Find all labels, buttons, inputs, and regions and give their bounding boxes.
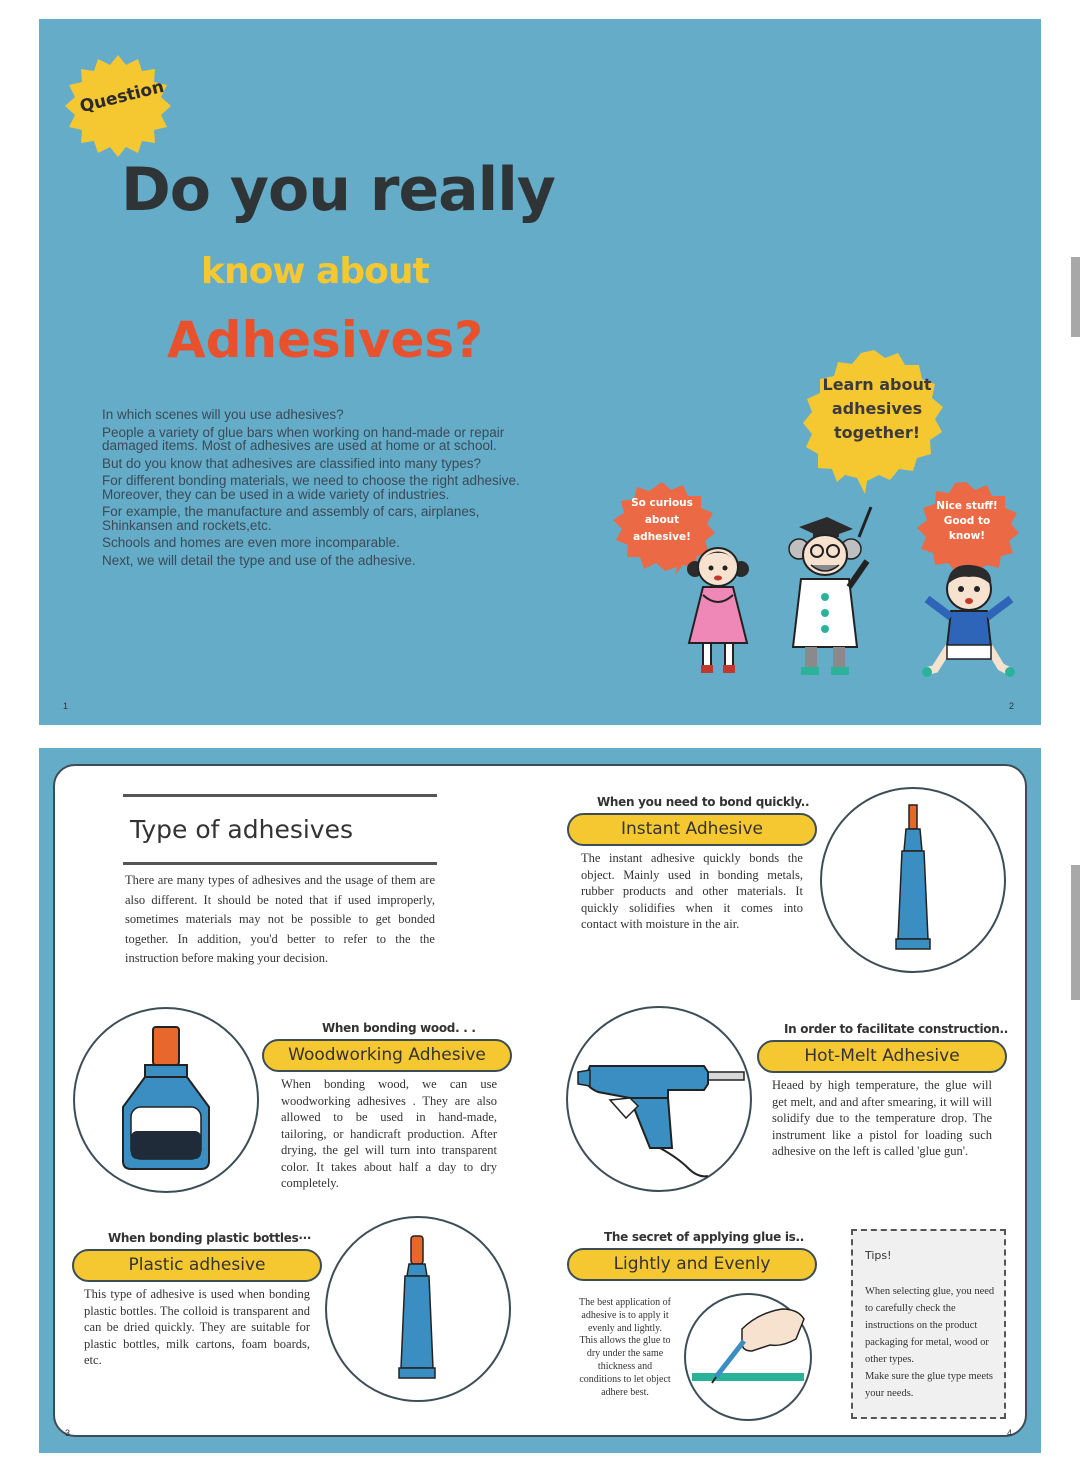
- bubble-line: Nice stuff!: [936, 500, 998, 512]
- edge-marker: [1071, 865, 1080, 1000]
- section-intro-text: There are many types of adhesives and the usage of them are also different. It should be noted that if used improperly, sometimes materials may not be possible to get bonded together. In addition, you'd better to refer to the the instruction before making your decision.: [125, 873, 435, 965]
- hotmelt-body: Heaed by high temperature, the glue will get melt, and and after smearing, it will will solidify due to the temperature drop. The instrument like a pistol for loading such adhesive on the left is called 'glue gun'.: [772, 1078, 992, 1158]
- bubble-line: Good to: [943, 515, 991, 527]
- cover-spread: [39, 19, 1041, 725]
- girl-character-illustration: [679, 537, 759, 682]
- edge-marker: [1071, 257, 1080, 337]
- tips-paragraph: Make sure the glue type meets your needs.: [865, 1371, 993, 1399]
- page-number: 2: [1009, 701, 1015, 711]
- plastic-adhesive-circle: [325, 1216, 511, 1402]
- headline-line-2: know about: [201, 251, 429, 292]
- instant-tube-icon: [822, 789, 1004, 971]
- woodworking-adhesive-circle: [73, 1007, 259, 1193]
- hand-applying-glue-icon: [686, 1295, 810, 1419]
- bubble-line: So curious: [631, 497, 693, 509]
- instant-adhesive-circle: [820, 787, 1006, 973]
- intro-paragraph: People a variety of glue bars when working on hand-made or repair damaged items. Most of adhesives are used at home or at school.: [102, 424, 505, 453]
- intro-paragraph: In which scenes will you use adhesives?: [102, 407, 344, 422]
- hotmelt-kicker: In order to facilitate construction..: [784, 1022, 1008, 1036]
- apply-body: The best application of adhesive is to apply it evenly and lightly. This allows the glue to dry under the same thickness and conditions to let object adhere best.: [579, 1297, 671, 1398]
- tips-paragraph: When selecting glue, you need to carefully check the instructions on the product packaging for metal, wood or other types.: [865, 1286, 995, 1365]
- hot-melt-adhesive-circle: [566, 1006, 752, 1192]
- title-rule-bottom: [123, 862, 437, 865]
- hotmelt-title-pill: Hot-Melt Adhesive: [757, 1040, 1007, 1073]
- wood-body: When bonding wood, we can use woodworking adhesives . They are also allowed to be used in hand-made, tailoring, or handicraft production. After drying, the gel will turn into transparent color. It takes about half a day to dry completely.: [281, 1077, 497, 1190]
- tips-box: [851, 1229, 1006, 1419]
- question-badge-label: Question: [77, 76, 167, 118]
- headline-line-3: Adhesives?: [167, 311, 484, 369]
- bubble-line: Learn about: [822, 375, 932, 394]
- tips-body: [865, 1283, 1000, 1402]
- right-bubble-text: [922, 499, 1012, 544]
- glue-gun-icon: [568, 1008, 750, 1190]
- plastic-title-pill: Plastic adhesive: [72, 1249, 322, 1282]
- plastic-kicker: When bonding plastic bottles···: [108, 1231, 312, 1245]
- intro-paragraph: But do you know that adhesives are classified into many types?: [102, 455, 481, 471]
- headline-line-1: Do you really: [121, 155, 555, 225]
- professor-character-illustration: [775, 497, 885, 682]
- intro-paragraph: Next, we will detail the type and use of the adhesive.: [102, 552, 416, 568]
- wood-kicker: When bonding wood. . .: [322, 1021, 476, 1035]
- wood-title-pill: Woodworking Adhesive: [262, 1039, 512, 1072]
- instant-kicker: When you need to bond quickly..: [597, 795, 810, 809]
- intro-paragraph: For different bonding materials, we need to choose the right adhesive. Moreover, they can be used in a wide variety of industries.: [102, 473, 520, 502]
- bubble-line: about: [644, 514, 680, 526]
- intro-text: [102, 408, 522, 571]
- apply-title-pill: Lightly and Evenly: [567, 1248, 817, 1281]
- title-rule-top: [123, 794, 437, 797]
- instant-body: The instant adhesive quickly bonds the object. Mainly used in bonding metals, rubber products and other materials. It quickly solidifies when it comes into contact with moisture in the air.: [581, 851, 803, 931]
- bubble-line: adhesives: [831, 399, 923, 418]
- instant-title-pill: Instant Adhesive: [567, 813, 817, 846]
- plastic-glue-tube-icon: [327, 1218, 509, 1400]
- page-number: 3: [65, 1428, 71, 1438]
- page-number: 4: [1007, 1428, 1013, 1438]
- bubble-line: adhesive!: [633, 531, 691, 543]
- intro-paragraph: Schools and homes are even more incomparable.: [102, 535, 400, 550]
- bubble-line: together!: [833, 423, 921, 442]
- tips-title: Tips!: [865, 1249, 892, 1262]
- glue-bottle-icon: [75, 1009, 257, 1191]
- section-title: Type of adhesives: [130, 815, 353, 844]
- yellow-bubble-text: [817, 373, 937, 445]
- apply-kicker: The secret of applying glue is..: [604, 1230, 805, 1244]
- page-number: 1: [63, 701, 69, 711]
- boy-character-illustration: [919, 559, 1019, 684]
- plastic-body: This type of adhesive is used when bonding plastic bottles. The colloid is transparent and can be dried quickly. They are suitable for plastic bottles, milk cartons, foam boards, etc.: [84, 1287, 310, 1367]
- intro-paragraph: For example, the manufacture and assembly of cars, airplanes, Shinkansen and rockets,etc.: [102, 504, 480, 533]
- apply-glue-circle: [684, 1293, 812, 1421]
- bubble-line: know!: [948, 530, 986, 542]
